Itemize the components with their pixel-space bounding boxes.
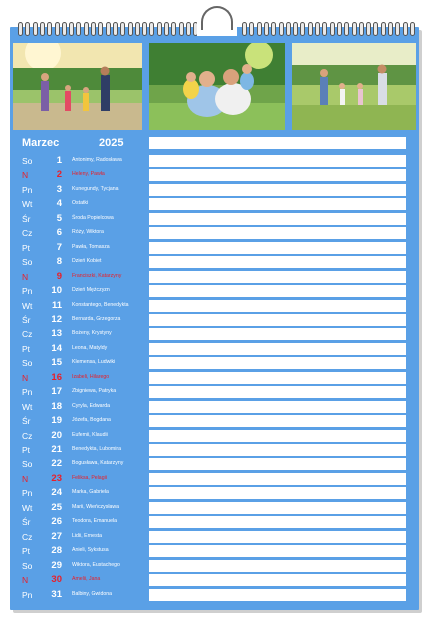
day-of-week: Wt [22, 199, 33, 210]
binding-coil [286, 22, 291, 36]
binding-coil [308, 22, 313, 36]
day-of-week: Pn [22, 286, 33, 296]
name-day: Antonimy, Radosława [72, 157, 122, 163]
binding-coil [315, 22, 320, 36]
day-of-week: Pn [22, 488, 33, 499]
name-day: Józefa, Bogdana [72, 417, 111, 424]
day-row [0, 589, 420, 601]
name-day: Marka, Gabriela [72, 489, 109, 496]
note-box[interactable] [149, 169, 406, 181]
day-number: 13 [51, 328, 62, 340]
day-of-week: N [22, 271, 29, 282]
day-row [0, 256, 420, 268]
note-box[interactable] [149, 502, 406, 514]
day-row [0, 401, 420, 413]
day-of-week: Śr [22, 517, 31, 528]
day-row [0, 372, 420, 384]
day-of-week: Wt [22, 300, 33, 311]
name-day: Ostatki [72, 200, 89, 207]
family-walking-park-photo [13, 43, 142, 130]
binding-coil [271, 22, 276, 36]
day-of-week: Śr [22, 213, 31, 224]
day-row [0, 531, 420, 543]
day-number: 28 [51, 545, 62, 557]
binding-coil [359, 22, 364, 36]
family-sitting-grass-photo [149, 43, 285, 130]
note-box[interactable] [149, 227, 406, 239]
day-number: 23 [51, 472, 62, 484]
day-number: 11 [51, 299, 62, 311]
day-row [0, 300, 420, 312]
binding-coil [337, 22, 342, 36]
day-of-week: Pn [22, 387, 33, 398]
day-of-week: So [22, 459, 33, 470]
note-box[interactable] [149, 357, 406, 369]
name-day: Feliksa, Pelagii [72, 474, 107, 481]
binding-coil [410, 22, 415, 36]
day-row [0, 430, 420, 442]
day-of-week: Pt [22, 242, 31, 253]
binding-coil [164, 22, 169, 36]
day-row [0, 271, 420, 283]
note-box[interactable] [149, 372, 406, 384]
binding-coil [47, 22, 52, 36]
note-box[interactable] [149, 560, 406, 572]
note-box[interactable] [149, 328, 406, 340]
name-day: Klemensa, Ludwiki [72, 359, 116, 366]
note-box-header[interactable] [149, 137, 406, 149]
day-row [0, 314, 420, 326]
name-day: Róży, Wiktora [72, 229, 104, 236]
day-number: 15 [51, 357, 62, 369]
note-box[interactable] [149, 386, 406, 398]
name-day: Wiktora, Eustachego [72, 561, 120, 568]
day-of-week: N [22, 575, 29, 585]
day-number: 25 [51, 501, 62, 513]
note-box[interactable] [149, 314, 406, 326]
note-box[interactable] [149, 343, 406, 355]
day-of-week: Pn [22, 589, 33, 600]
binding-coil [330, 22, 335, 36]
day-number: 24 [51, 487, 62, 499]
note-box[interactable] [149, 300, 406, 312]
day-of-week: N [22, 170, 29, 181]
day-row [0, 184, 420, 196]
day-row [0, 198, 420, 210]
note-box[interactable] [149, 574, 406, 586]
binding-coil [33, 22, 38, 36]
day-of-week: Cz [22, 430, 33, 441]
day-of-week: Cz [22, 531, 33, 542]
binding-coil [344, 22, 349, 36]
name-day: Anieli, Sykstusa [72, 547, 109, 554]
name-day: Amelii, Jana [72, 576, 101, 582]
day-of-week: So [22, 257, 33, 268]
binding-coil [142, 22, 147, 36]
day-number: 27 [51, 530, 62, 542]
note-box[interactable] [149, 473, 406, 485]
binding-coil [84, 22, 89, 36]
day-number: 4 [56, 198, 62, 210]
note-box[interactable] [149, 256, 406, 268]
day-row [0, 343, 420, 355]
day-number: 3 [56, 183, 62, 195]
binding-coil [40, 22, 45, 36]
day-number: 30 [51, 574, 62, 585]
day-row [0, 574, 420, 586]
day-row [0, 458, 420, 470]
note-box[interactable] [149, 401, 406, 413]
day-number: 21 [51, 444, 62, 455]
binding-coil [279, 22, 284, 36]
name-day: Marii, Wieńczysława [72, 503, 119, 510]
day-number: 12 [51, 313, 62, 325]
binding-coil [242, 22, 247, 36]
day-of-week: Pt [22, 546, 31, 557]
day-number: 31 [51, 588, 62, 600]
binding-coil [98, 22, 103, 36]
binding-coil [135, 22, 140, 36]
binding-coil [249, 22, 254, 36]
binding-coil [157, 22, 162, 36]
note-box[interactable] [149, 285, 406, 297]
binding-coil [293, 22, 298, 36]
name-day: Dzień Kobiet [72, 258, 102, 265]
day-row [0, 213, 420, 225]
binding-coil [395, 22, 400, 36]
note-box[interactable] [149, 458, 406, 470]
day-of-week: So [22, 358, 33, 369]
name-day: Franciszki, Katarzyny [72, 272, 122, 279]
day-of-week: So [22, 156, 33, 166]
name-day: Bogusława, Katarzyny [72, 460, 124, 467]
hanger-hook-icon [201, 6, 233, 30]
binding-coil [113, 22, 118, 36]
day-of-week: Wt [22, 401, 33, 412]
note-box[interactable] [149, 430, 406, 442]
name-day: Izabeli, Hilarego [72, 373, 110, 380]
binding-coil [366, 22, 371, 36]
binding-coil [264, 22, 269, 36]
day-row [0, 285, 420, 297]
binding-coil [62, 22, 67, 36]
day-of-week: Cz [22, 228, 33, 239]
name-day: Teodora, Emanuela [72, 518, 117, 525]
year-title: 2025 [99, 137, 124, 149]
binding-coil [322, 22, 327, 36]
day-number: 14 [51, 342, 62, 354]
binding-coil [403, 22, 408, 36]
binding-coil [171, 22, 176, 36]
day-row [0, 242, 420, 254]
name-day: Eufemii, Klaudii [72, 431, 108, 438]
name-day: Leona, Matyldy [72, 344, 108, 351]
binding-coil [300, 22, 305, 36]
name-day: Bożeny, Krystyny [72, 330, 112, 337]
family-running-meadow-photo [292, 43, 416, 130]
note-box[interactable] [149, 184, 406, 196]
binding-coil [69, 22, 74, 36]
note-box[interactable] [149, 242, 406, 254]
binding-coil [179, 22, 184, 36]
note-box[interactable] [149, 531, 406, 543]
name-day: Konstantego, Benedykta [72, 301, 129, 308]
binding-coil [149, 22, 154, 36]
day-number: 29 [51, 559, 62, 571]
name-day: Benedykta, Lubomira [72, 446, 122, 452]
day-number: 8 [56, 256, 62, 268]
name-day: Heleny, Pawła [72, 171, 105, 178]
name-day: Środa Popielcowa [72, 214, 114, 221]
day-number: 26 [51, 516, 62, 528]
name-day: Bernarda, Grzegorza [72, 315, 121, 322]
name-day: Lidii, Ernesta [72, 532, 102, 539]
binding-coil [55, 22, 60, 36]
day-row [0, 328, 420, 340]
day-of-week: Wt [22, 502, 33, 513]
binding-coil [128, 22, 133, 36]
note-box[interactable] [149, 589, 406, 601]
day-number: 5 [56, 212, 62, 224]
day-number: 2 [56, 169, 62, 181]
name-day: Cyryla, Edwarda [72, 402, 111, 409]
binding-coil [381, 22, 386, 36]
name-day: Kunegundy, Tycjana [72, 185, 119, 192]
day-of-week: Pt [22, 445, 31, 455]
day-number: 18 [51, 400, 62, 412]
note-box[interactable] [149, 271, 406, 283]
day-number: 1 [56, 155, 62, 166]
day-row [0, 386, 420, 398]
note-box[interactable] [149, 516, 406, 528]
day-number: 16 [51, 371, 62, 383]
name-day: Balbiny, Gwidona [72, 590, 112, 597]
day-number: 7 [56, 241, 62, 253]
binding-coil [106, 22, 111, 36]
note-box[interactable] [149, 213, 406, 225]
day-row [0, 487, 420, 499]
day-row [0, 444, 420, 456]
name-day: Pawła, Tomasza [72, 243, 110, 250]
binding-coil [388, 22, 393, 36]
month-title: Marzec [22, 137, 60, 149]
day-row [0, 169, 420, 181]
day-number: 9 [56, 270, 62, 282]
day-row [0, 502, 420, 514]
name-day: Zbigniewa, Patryka [72, 388, 117, 395]
day-of-week: So [22, 560, 33, 571]
binding-coil [352, 22, 357, 36]
binding-coil [76, 22, 81, 36]
day-row [0, 516, 420, 528]
day-row [0, 155, 420, 167]
binding-coil [25, 22, 30, 36]
binding-coil [18, 22, 23, 36]
day-number: 10 [51, 285, 62, 296]
note-box[interactable] [149, 198, 406, 210]
day-of-week: Śr [22, 314, 31, 325]
binding-coil [186, 22, 191, 36]
day-row [0, 357, 420, 369]
note-box[interactable] [149, 415, 406, 427]
day-of-week: Pn [22, 184, 33, 195]
day-row [0, 473, 420, 485]
day-of-week: N [22, 473, 29, 484]
day-row [0, 545, 420, 557]
day-of-week: Śr [22, 416, 31, 427]
day-row [0, 560, 420, 572]
note-box[interactable] [149, 487, 406, 499]
day-number: 19 [51, 415, 62, 427]
day-number: 6 [56, 227, 62, 239]
binding-coil [257, 22, 262, 36]
day-row [0, 415, 420, 427]
day-number: 22 [51, 458, 62, 470]
day-number: 20 [51, 429, 62, 441]
binding-coil [120, 22, 125, 36]
day-of-week: Cz [22, 329, 33, 340]
note-box[interactable] [149, 444, 406, 456]
note-box[interactable] [149, 545, 406, 557]
day-of-week: Pt [22, 343, 31, 354]
day-of-week: N [22, 372, 29, 383]
day-number: 17 [51, 386, 62, 398]
name-day: Dzień Mężczyzn [72, 287, 110, 293]
note-box[interactable] [149, 155, 406, 167]
binding-coil [373, 22, 378, 36]
day-row [0, 227, 420, 239]
binding-coil [91, 22, 96, 36]
